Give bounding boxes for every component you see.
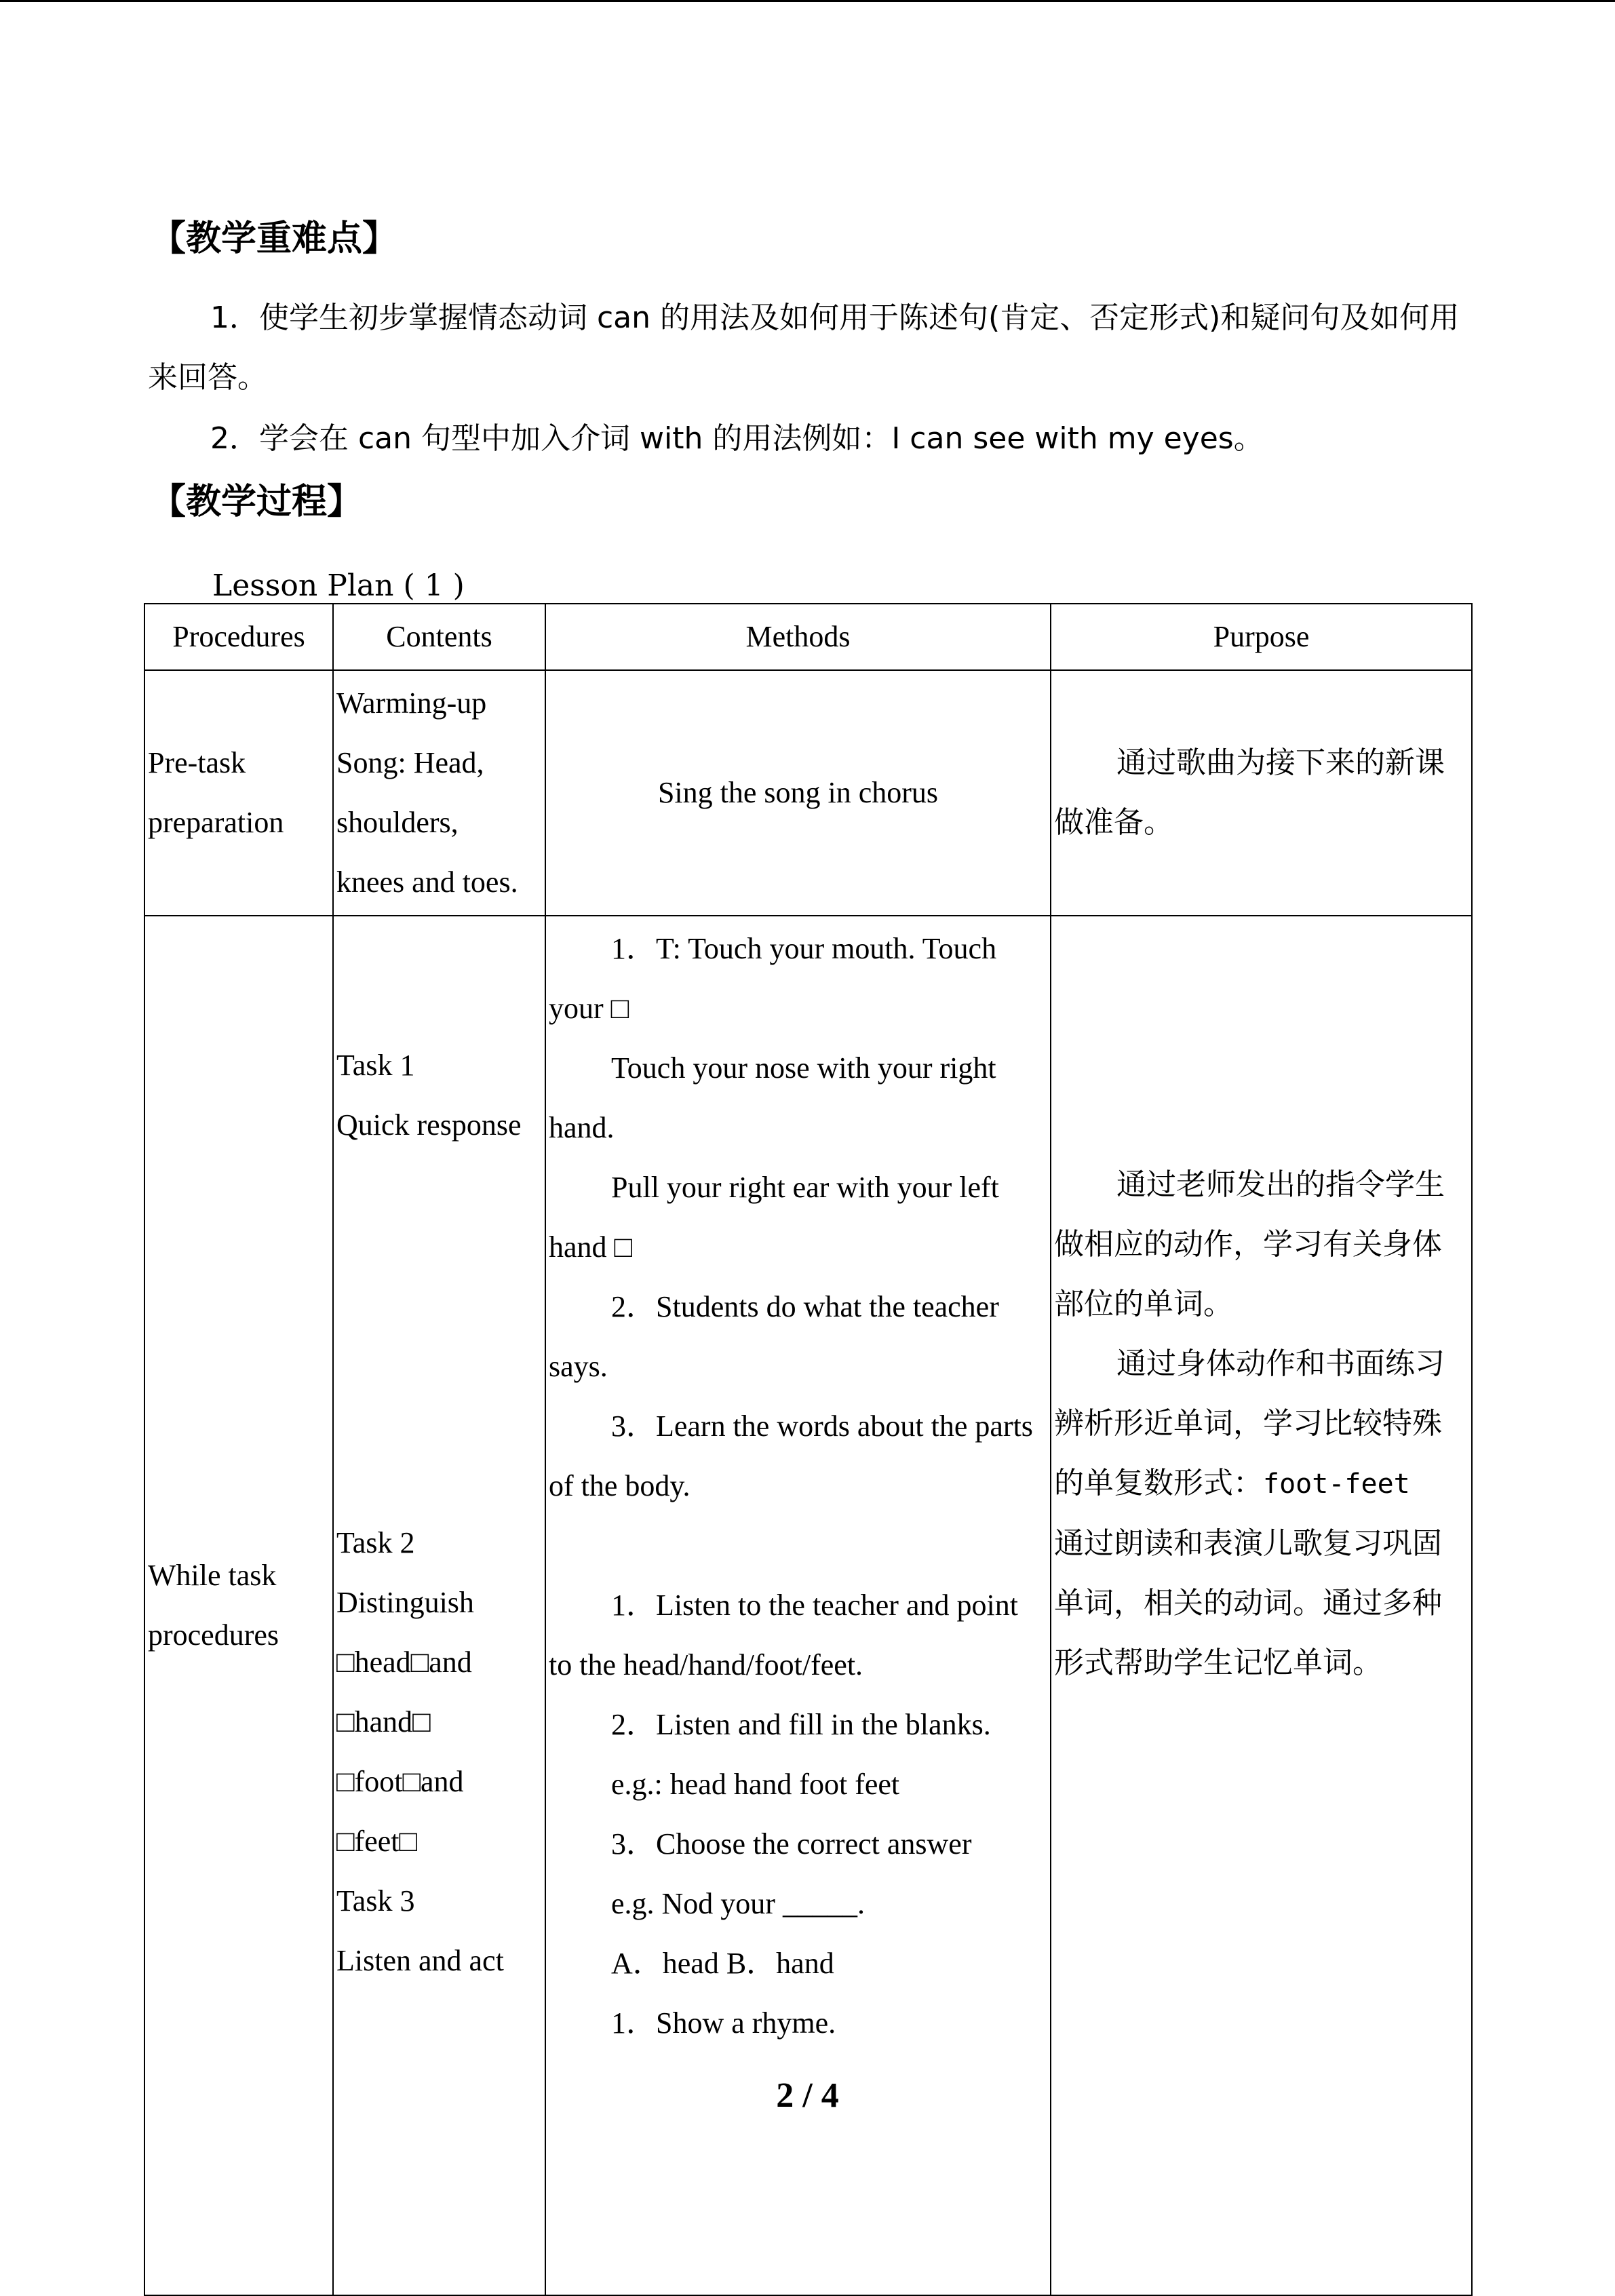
contents-line: □foot□and (336, 1765, 464, 1798)
method-item: 1．Listen to the teacher and point to the head/hand/foot/feet. (549, 1589, 1018, 1681)
header-contents: Contents (333, 604, 545, 670)
procedure-line: procedures (148, 1618, 279, 1652)
contents-line: shoulders, (336, 806, 459, 839)
header-methods: Methods (545, 604, 1051, 670)
lesson-plan-caption: Lesson Plan ( 1 ) (212, 568, 465, 603)
procedure-line: preparation (148, 806, 284, 839)
method-item: 2．Listen and fill in the blanks. (611, 1708, 991, 1741)
pre-task-purpose: 通过歌曲为接下来的新课做准备。 (1051, 670, 1472, 916)
contents-spacer (336, 1155, 542, 1513)
method-item: e.g. Nod your _____. (611, 1887, 865, 1920)
method-spacer (549, 1516, 1047, 1576)
heading-teaching-process: 【教学过程】 (151, 482, 363, 522)
method-item: Touch your nose with your right hand. (549, 1051, 996, 1144)
contents-line: Task 2 (336, 1526, 415, 1559)
key-point-1: 1．使学生初步掌握情态动词 can 的用法及如何用于陈述句(肯定、否定形式)和疑问句及如何用来回答。 (148, 300, 1460, 395)
page-number: 2 / 4 (776, 2076, 839, 2115)
contents-line: Listen and act (336, 1944, 504, 1977)
method-item: 3．Learn the words about the parts of the body. (549, 1409, 1033, 1502)
contents-line: □hand□ (336, 1705, 431, 1738)
pre-task-procedure (144, 670, 333, 916)
contents-line: □head□and (336, 1646, 472, 1679)
lesson-plan-table (144, 603, 1473, 2296)
header-procedures: Procedures (144, 604, 333, 670)
contents-line: Task 1 (336, 1049, 415, 1082)
contents-line: Quick response (336, 1108, 522, 1142)
method-item: 1．T: Touch your mouth. Touch your □ (549, 932, 997, 1025)
method-item: A．head B．hand (611, 1947, 834, 1980)
contents-line: Task 3 (336, 1884, 415, 1918)
procedure-line: Pre-task (148, 746, 246, 779)
method-item: 2．Students do what the teacher says. (549, 1290, 999, 1383)
purpose-item: 通过朗读和表演儿歌复习巩固单词，相关的动词。通过多种形式帮助学生记忆单词。 (1054, 1526, 1442, 1680)
key-point-2: 2．学会在 can 句型中加入介词 with 的用法例如：I can see with my eyes。 (210, 421, 1264, 456)
table-row-pre-task (144, 670, 1472, 916)
purpose-item (1054, 1334, 1468, 1514)
top-border-line (0, 0, 1615, 2)
method-item: Pull your right ear with your left hand □ (549, 1171, 999, 1264)
method-item: 3．Choose the correct answer (611, 1827, 972, 1861)
header-purpose: Purpose (1051, 604, 1472, 670)
purpose-item: 通过老师发出的指令学生做相应的动作，学习有关身体部位的单词。 (1054, 1167, 1445, 1321)
pre-task-methods: Sing the song in chorus (545, 670, 1051, 916)
contents-line: Distinguish (336, 1586, 474, 1619)
pre-task-contents (333, 670, 545, 916)
purpose-text: 通过身体动作和书面练习辨析形近单词，学习比较特殊的单复数形式： (1054, 1346, 1445, 1500)
contents-line: □feet□ (336, 1825, 418, 1858)
contents-line: knees and toes. (336, 865, 518, 899)
contents-line: Song: Head, (336, 746, 484, 779)
table-header-row (144, 604, 1472, 670)
purpose-mono-text: foot-feet (1263, 1468, 1410, 1500)
heading-key-points: 【教学重难点】 (151, 218, 398, 259)
method-item: e.g.: head hand foot feet (611, 1768, 900, 1801)
method-item: 1．Show a rhyme. (611, 2006, 836, 2040)
contents-line: Warming-up (336, 686, 487, 720)
procedure-line: While task (148, 1559, 277, 1592)
